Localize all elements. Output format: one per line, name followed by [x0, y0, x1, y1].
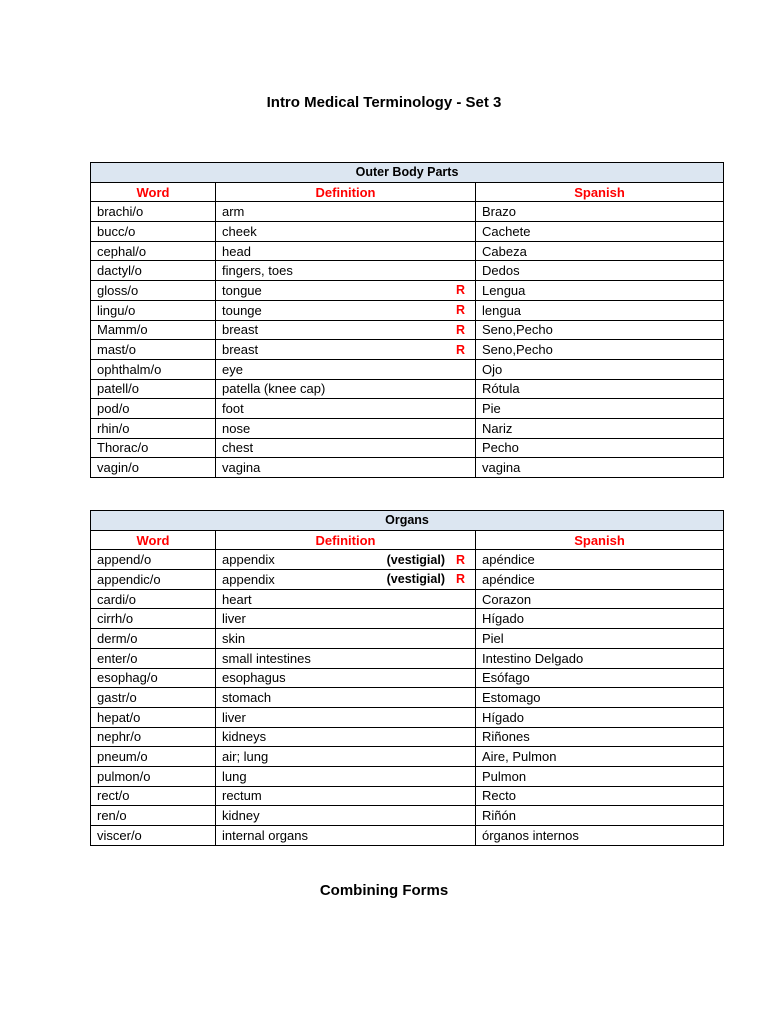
definition-text: chest — [222, 440, 254, 456]
column-header-spanish: Spanish — [476, 182, 724, 202]
word-cell: pod/o — [91, 399, 216, 419]
definition-cell — [216, 438, 476, 458]
table-row — [91, 261, 724, 281]
definition-cell — [216, 418, 476, 438]
table-caption: Organs — [91, 511, 724, 531]
definition-text: kidneys — [222, 729, 267, 745]
word-cell: enter/o — [91, 648, 216, 668]
spanish-cell: apéndice — [476, 570, 724, 590]
word-cell: ophthalm/o — [91, 359, 216, 379]
definition-cell — [216, 359, 476, 379]
definition-cell — [216, 826, 476, 846]
column-header-definition: Definition — [216, 530, 476, 550]
spanish-cell: Dedos — [476, 261, 724, 281]
word-cell: ren/o — [91, 806, 216, 826]
spanish-cell: Ojo — [476, 359, 724, 379]
definition-text: appendix — [222, 552, 275, 568]
table-caption: Outer Body Parts — [91, 163, 724, 183]
table-row — [91, 747, 724, 767]
word-cell: nephr/o — [91, 727, 216, 747]
word-cell: hepat/o — [91, 707, 216, 727]
definition-text: skin — [222, 630, 246, 646]
word-cell: vagin/o — [91, 458, 216, 478]
table-row — [91, 570, 724, 590]
word-cell: pulmon/o — [91, 766, 216, 786]
definition-cell — [216, 609, 476, 629]
table-header-row — [91, 182, 724, 202]
spanish-cell: Piel — [476, 629, 724, 649]
definition-text: cheek — [222, 223, 257, 239]
spanish-cell: Pie — [476, 399, 724, 419]
spanish-cell: Esófago — [476, 668, 724, 688]
word-cell: appendic/o — [91, 570, 216, 590]
word-cell: gloss/o — [91, 281, 216, 301]
table-row — [91, 609, 724, 629]
definition-cell — [216, 399, 476, 419]
word-cell: dactyl/o — [91, 261, 216, 281]
spanish-cell: Estomago — [476, 688, 724, 708]
word-cell: esophag/o — [91, 668, 216, 688]
definition-text: lung — [222, 768, 247, 784]
word-cell: rhin/o — [91, 418, 216, 438]
spanish-cell: Rótula — [476, 379, 724, 399]
table-row — [91, 399, 724, 419]
definition-text: eye — [222, 361, 243, 377]
column-header-word: Word — [91, 182, 216, 202]
definition-cell — [216, 589, 476, 609]
definition-note: (vestigial) — [386, 552, 445, 567]
table-row — [91, 418, 724, 438]
table-header-row — [91, 530, 724, 550]
root-flag: R — [455, 303, 465, 318]
definition-cell — [216, 629, 476, 649]
definition-text: fingers, toes — [222, 263, 293, 279]
outer-body-parts-table — [90, 162, 724, 478]
definition-cell — [216, 688, 476, 708]
word-cell: patell/o — [91, 379, 216, 399]
table-row — [91, 550, 724, 570]
root-flag: R — [455, 283, 465, 298]
column-header-spanish: Spanish — [476, 530, 724, 550]
definition-cell — [216, 202, 476, 222]
spanish-cell: lengua — [476, 300, 724, 320]
table-row — [91, 340, 724, 360]
spanish-cell: Cabeza — [476, 241, 724, 261]
definition-text: foot — [222, 401, 244, 417]
spanish-cell: Nariz — [476, 418, 724, 438]
definition-text: tounge — [222, 302, 262, 318]
spanish-cell: apéndice — [476, 550, 724, 570]
definition-text: arm — [222, 204, 245, 220]
table-row — [91, 648, 724, 668]
word-cell: cephal/o — [91, 241, 216, 261]
definition-text: liver — [222, 611, 246, 627]
definition-cell — [216, 458, 476, 478]
document-title: Intro Medical Terminology - Set 3 — [266, 94, 502, 111]
organs-table — [90, 510, 724, 846]
spanish-cell: Brazo — [476, 202, 724, 222]
table-row — [91, 438, 724, 458]
definition-cell — [216, 340, 476, 360]
table-row — [91, 320, 724, 340]
table-body — [91, 202, 724, 478]
word-cell: viscer/o — [91, 826, 216, 846]
definition-text: internal organs — [222, 827, 308, 843]
definition-text: appendix — [222, 571, 275, 587]
table-row — [91, 806, 724, 826]
word-cell: gastr/o — [91, 688, 216, 708]
definition-cell — [216, 281, 476, 301]
spanish-cell: Seno,Pecho — [476, 320, 724, 340]
definition-cell — [216, 241, 476, 261]
definition-note: (vestigial) — [386, 572, 445, 587]
spanish-cell: Corazon — [476, 589, 724, 609]
definition-text: kidney — [222, 808, 260, 824]
table-row — [91, 629, 724, 649]
word-cell: mast/o — [91, 340, 216, 360]
spanish-cell: Recto — [476, 786, 724, 806]
definition-text: rectum — [222, 788, 262, 804]
table-row — [91, 668, 724, 688]
table-row — [91, 300, 724, 320]
table-row — [91, 766, 724, 786]
definition-cell — [216, 747, 476, 767]
column-header-word: Word — [91, 530, 216, 550]
spanish-cell: Pulmon — [476, 766, 724, 786]
definition-text: heart — [222, 591, 252, 607]
table-row — [91, 281, 724, 301]
definition-cell — [216, 570, 476, 590]
table-row — [91, 707, 724, 727]
definition-text: tongue — [222, 282, 262, 298]
spanish-cell: Cachete — [476, 222, 724, 242]
table-row — [91, 826, 724, 846]
definition-cell — [216, 320, 476, 340]
table-row — [91, 379, 724, 399]
definition-cell — [216, 668, 476, 688]
root-flag: R — [455, 572, 465, 587]
table-row — [91, 359, 724, 379]
root-flag: R — [455, 342, 465, 357]
spanish-cell: Pecho — [476, 438, 724, 458]
table-row — [91, 222, 724, 242]
table-row — [91, 786, 724, 806]
table-row — [91, 202, 724, 222]
spanish-cell: Aire, Pulmon — [476, 747, 724, 767]
combining-forms-heading: Combining Forms — [319, 882, 449, 899]
table-body — [91, 550, 724, 845]
table-row — [91, 589, 724, 609]
definition-text: breast — [222, 342, 259, 358]
definition-text: small intestines — [222, 650, 311, 666]
definition-cell — [216, 806, 476, 826]
definition-text: breast — [222, 322, 259, 338]
definition-text: vagina — [222, 460, 261, 476]
root-flag: R — [455, 322, 465, 337]
word-cell: append/o — [91, 550, 216, 570]
spanish-cell: Riñones — [476, 727, 724, 747]
spanish-cell: Riñón — [476, 806, 724, 826]
definition-cell — [216, 707, 476, 727]
spanish-cell: Seno,Pecho — [476, 340, 724, 360]
table-caption-row — [91, 163, 724, 183]
definition-text: liver — [222, 709, 246, 725]
spanish-cell: Lengua — [476, 281, 724, 301]
definition-text: nose — [222, 420, 251, 436]
definition-text: air; lung — [222, 749, 269, 765]
word-cell: bucc/o — [91, 222, 216, 242]
definition-cell — [216, 550, 476, 570]
word-cell: rect/o — [91, 786, 216, 806]
definition-cell — [216, 727, 476, 747]
definition-text: stomach — [222, 690, 272, 706]
table-row — [91, 688, 724, 708]
definition-cell — [216, 786, 476, 806]
word-cell: derm/o — [91, 629, 216, 649]
definition-cell — [216, 300, 476, 320]
word-cell: cardi/o — [91, 589, 216, 609]
definition-cell — [216, 379, 476, 399]
word-cell: brachi/o — [91, 202, 216, 222]
root-flag: R — [455, 552, 465, 567]
word-cell: Thorac/o — [91, 438, 216, 458]
definition-cell — [216, 766, 476, 786]
definition-cell — [216, 222, 476, 242]
table-caption-row — [91, 511, 724, 531]
spanish-cell: Intestino Delgado — [476, 648, 724, 668]
spanish-cell: Hígado — [476, 707, 724, 727]
spanish-cell: Hígado — [476, 609, 724, 629]
word-cell: Mamm/o — [91, 320, 216, 340]
definition-text: head — [222, 243, 251, 259]
spanish-cell: órganos internos — [476, 826, 724, 846]
word-cell: pneum/o — [91, 747, 216, 767]
table-row — [91, 241, 724, 261]
column-header-definition: Definition — [216, 182, 476, 202]
definition-text: esophagus — [222, 670, 286, 686]
definition-cell — [216, 648, 476, 668]
table-row — [91, 727, 724, 747]
word-cell: cirrh/o — [91, 609, 216, 629]
word-cell: lingu/o — [91, 300, 216, 320]
definition-cell — [216, 261, 476, 281]
spanish-cell: vagina — [476, 458, 724, 478]
definition-text: patella (knee cap) — [222, 381, 326, 397]
table-row — [91, 458, 724, 478]
